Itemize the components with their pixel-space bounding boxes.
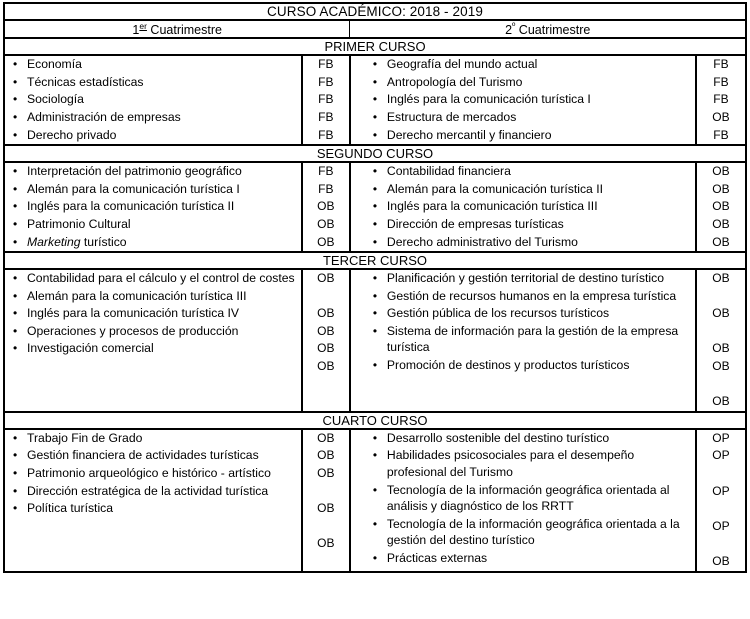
type-list — [697, 56, 745, 143]
subject-item: • Derecho mercantil y financiero — [372, 127, 552, 142]
subject-type-item: FB — [318, 109, 334, 124]
term-header-second — [350, 20, 746, 38]
types-cell-1-left — [302, 55, 350, 145]
type-list — [303, 163, 349, 250]
study-plan-table — [3, 2, 747, 573]
subject-type-item: OP — [712, 518, 730, 533]
subject-item: • Técnicas estadísticas — [13, 74, 144, 89]
bullet-icon: • — [13, 306, 18, 321]
course-row-2 — [4, 162, 746, 252]
document-page — [0, 2, 750, 619]
term-second-number: 2 — [505, 23, 513, 38]
subject-item: • Tecnología de la información geográfica orientada a la gestión del destino turístico — [372, 516, 680, 548]
subjects-cell-3-left — [4, 269, 302, 412]
subject-type-item: OB — [712, 359, 730, 374]
bullet-icon: • — [372, 323, 378, 338]
subjects-cell-4-right — [350, 429, 696, 572]
subject-item: • Habilidades psicosociales para el desempeño profesional del Turismo — [372, 448, 635, 480]
subject-list — [365, 430, 695, 567]
subject-list — [5, 270, 301, 357]
bullet-icon: • — [372, 92, 378, 107]
subject-type-item: OB — [712, 199, 730, 214]
subject-list — [365, 56, 695, 143]
bullet-icon: • — [13, 341, 18, 356]
subject-type-item: OP — [712, 430, 730, 445]
subject-item: • Contabilidad para el cálculo y el control de costes — [13, 271, 295, 286]
subject-type-item: OB — [712, 216, 730, 231]
type-list — [303, 430, 349, 552]
bullet-icon: • — [13, 181, 18, 196]
subject-type-item — [697, 465, 745, 482]
subject-type-item: OB — [712, 234, 730, 249]
subject-type-item: OB — [317, 306, 335, 321]
subject-italic-lead: Marketing — [27, 234, 81, 249]
course-row-1 — [4, 55, 746, 145]
bullet-icon: • — [372, 482, 378, 497]
subject-item: • Dirección estratégica de la actividad turística — [13, 483, 269, 498]
subject-type-item: OB — [712, 394, 730, 409]
subject-item: • Operaciones y procesos de producción — [13, 323, 239, 338]
subject-type-item: OB — [317, 536, 335, 551]
subject-item: • Inglés para la comunicación turística II — [13, 199, 235, 214]
subject-item: • Alemán para la comunicación turística III — [13, 288, 247, 303]
subject-item: • Gestión de recursos humanos en la empresa turística — [372, 288, 677, 303]
subjects-cell-2-right — [350, 162, 696, 252]
subject-type-item: OB — [317, 271, 335, 286]
course-band-row-1 — [4, 38, 746, 55]
subject-type-item: OB — [317, 466, 335, 481]
bullet-icon: • — [372, 551, 378, 565]
bullet-icon: • — [13, 448, 18, 463]
term-second-label: Cuatrimestre — [515, 23, 591, 38]
bullet-icon: • — [13, 323, 18, 338]
subject-item: • Contabilidad financiera — [372, 164, 511, 179]
subject-type-item — [697, 535, 745, 552]
course-band-row-2 — [4, 145, 746, 162]
subject-item: • Administración de empresas — [13, 109, 181, 124]
bullet-icon: • — [372, 448, 378, 463]
bullet-icon: • — [372, 74, 378, 89]
subject-list — [5, 430, 301, 517]
subjects-cell-3-right — [350, 269, 696, 412]
type-list — [303, 270, 349, 375]
bullet-icon: • — [372, 234, 378, 249]
subject-type-item: OB — [317, 216, 335, 231]
bullet-icon: • — [372, 358, 378, 373]
course-band-row-4 — [4, 412, 746, 429]
types-cell-3-left — [302, 269, 350, 412]
subjects-cell-4-left — [4, 429, 302, 572]
term-first-ordinal: er — [139, 21, 147, 31]
bullet-icon: • — [372, 57, 378, 72]
bullet-icon: • — [13, 92, 18, 107]
subject-item: • Política turística — [13, 501, 114, 516]
course-band-row-3 — [4, 252, 746, 269]
subject-type-item — [697, 500, 745, 517]
bullet-icon: • — [13, 430, 18, 445]
subject-type-item: OB — [712, 554, 730, 568]
subject-item: • Sociología — [13, 92, 84, 107]
subject-type-item: FB — [318, 57, 334, 72]
bullet-icon: • — [13, 234, 18, 249]
subject-item: • Geografía del mundo actual — [372, 57, 538, 72]
bullet-icon: • — [13, 288, 18, 303]
subject-item: • Patrimonio arqueológico e histórico - artístico — [13, 466, 271, 481]
subject-item: • Economía — [13, 57, 82, 72]
subject-item: • Dirección de empresas turísticas — [372, 216, 564, 231]
bullet-icon: • — [372, 216, 378, 231]
bullet-icon: • — [13, 483, 18, 498]
bullet-icon: • — [13, 74, 18, 89]
subject-type-item: OB — [317, 448, 335, 463]
bullet-icon: • — [13, 271, 18, 286]
term-header-row — [4, 20, 746, 38]
subject-list — [365, 270, 695, 374]
bullet-icon: • — [372, 430, 378, 445]
subject-item: • Inglés para la comunicación turística III — [372, 199, 598, 214]
subject-type-item: FB — [713, 57, 729, 72]
type-list — [697, 270, 745, 410]
bullet-icon: • — [372, 516, 378, 531]
course-band-segundo: SEGUNDO CURSO — [4, 145, 746, 162]
subject-type-item: OB — [712, 306, 730, 321]
subject-item: • Planificación y gestión territorial de destino turístico — [372, 271, 664, 286]
subject-type-item: OP — [712, 448, 730, 463]
subject-type-item: OB — [712, 164, 730, 179]
subject-item: • Sistema de información para la gestión de la empresa turística — [372, 323, 679, 355]
type-list — [697, 163, 745, 250]
bullet-icon: • — [372, 199, 378, 214]
type-list — [303, 56, 349, 143]
course-band-primer: PRIMER CURSO — [4, 38, 746, 55]
subject-type-item: OP — [712, 483, 730, 498]
bullet-icon: • — [372, 271, 378, 286]
subjects-cell-1-right — [350, 55, 696, 145]
bullet-icon: • — [372, 181, 378, 196]
subject-type-item: OB — [712, 271, 730, 286]
course-band-tercer: TERCER CURSO — [4, 252, 746, 269]
subject-type-item: FB — [318, 127, 334, 142]
subjects-cell-1-left — [4, 55, 302, 145]
term-second-ordinal: º — [512, 21, 516, 31]
subject-item: • Gestión pública de los recursos turísticos — [372, 306, 610, 321]
subject-type-item — [303, 518, 349, 535]
bullet-icon: • — [13, 57, 18, 72]
bullet-icon: • — [372, 306, 378, 321]
subject-type-item: OB — [317, 501, 335, 516]
subject-item: • Patrimonio Cultural — [13, 216, 131, 231]
bullet-icon: • — [372, 164, 378, 179]
subject-type-item: FB — [318, 92, 334, 107]
types-cell-1-right — [696, 55, 746, 145]
bullet-icon: • — [13, 109, 18, 124]
types-cell-4-right — [696, 429, 746, 572]
subject-type-item — [697, 288, 745, 305]
subject-item: • Inglés para la comunicación turística I — [372, 92, 591, 107]
subject-type-item: OB — [712, 341, 730, 356]
subject-item: • Estructura de mercados — [372, 109, 517, 124]
table-body — [4, 3, 746, 572]
subject-type-item: FB — [713, 74, 729, 89]
subject-item: • Prácticas externas — [372, 551, 488, 565]
bullet-icon: • — [372, 288, 378, 303]
bullet-icon: • — [372, 109, 378, 124]
subject-type-item: OB — [317, 323, 335, 338]
subject-type-item — [697, 376, 745, 393]
subject-item: • Interpretación del patrimonio geográfico — [13, 164, 242, 179]
types-cell-3-right — [696, 269, 746, 412]
subject-item: • Tecnología de la información geográfica orientada al análisis y diagnóstico de los RRTT — [372, 482, 670, 514]
bullet-icon: • — [13, 164, 18, 179]
subject-type-item: FB — [318, 164, 334, 179]
term-header-first — [4, 20, 350, 38]
subject-list — [5, 163, 301, 250]
subject-item: • Promoción de destinos y productos turísticos — [372, 358, 630, 373]
subject-item: • Gestión financiera de actividades turísticas — [13, 448, 259, 463]
bullet-icon: • — [13, 466, 18, 481]
types-cell-2-left — [302, 162, 350, 252]
course-row-4 — [4, 429, 746, 572]
subject-type-item — [303, 288, 349, 305]
bullet-icon: • — [13, 216, 18, 231]
subject-item: • Alemán para la comunicación turística I — [13, 181, 240, 196]
course-band-cuarto: CUARTO CURSO — [4, 412, 746, 429]
academic-year-title: CURSO ACADÉMICO: 2018 - 2019 — [4, 3, 746, 20]
subject-list — [365, 163, 695, 250]
subject-type-item: OB — [317, 341, 335, 356]
subject-item: • Antropología del Turismo — [372, 74, 523, 89]
bullet-icon: • — [372, 127, 378, 142]
bullet-icon: • — [13, 199, 18, 214]
subject-type-item: OB — [712, 109, 730, 124]
table-title-row — [4, 3, 746, 20]
subject-list — [5, 56, 301, 143]
types-cell-2-right — [696, 162, 746, 252]
subject-type-item: OB — [317, 430, 335, 445]
subject-item: • Trabajo Fin de Grado — [13, 430, 143, 445]
term-first-number: 1 — [132, 23, 140, 38]
subject-item: • Desarrollo sostenible del destino turístico — [372, 430, 610, 445]
subject-type-item: FB — [713, 92, 729, 107]
subject-type-item: FB — [318, 74, 334, 89]
subject-item: • Inglés para la comunicación turística IV — [13, 306, 240, 321]
subject-type-item: OB — [712, 181, 730, 196]
subject-item: • Derecho privado — [13, 127, 117, 142]
subject-type-item — [697, 323, 745, 340]
bullet-icon: • — [13, 127, 18, 142]
bullet-icon: • — [13, 501, 18, 516]
subject-type-item: FB — [318, 181, 334, 196]
subject-type-item: OB — [317, 199, 335, 214]
types-cell-4-left — [302, 429, 350, 572]
subject-item: • Derecho administrativo del Turismo — [372, 234, 578, 249]
subject-type-item: OB — [317, 234, 335, 249]
subject-item: • Investigación comercial — [13, 341, 154, 356]
course-row-3 — [4, 269, 746, 412]
subjects-cell-2-left — [4, 162, 302, 252]
subject-type-item: FB — [713, 127, 729, 142]
subject-type-item: OB — [317, 359, 335, 374]
type-list — [697, 430, 745, 570]
subject-item: • Marketing turístico — [13, 234, 127, 249]
subject-type-item — [303, 483, 349, 500]
subject-item: • Alemán para la comunicación turística II — [372, 181, 603, 196]
term-first-label: Cuatrimestre — [146, 23, 222, 38]
